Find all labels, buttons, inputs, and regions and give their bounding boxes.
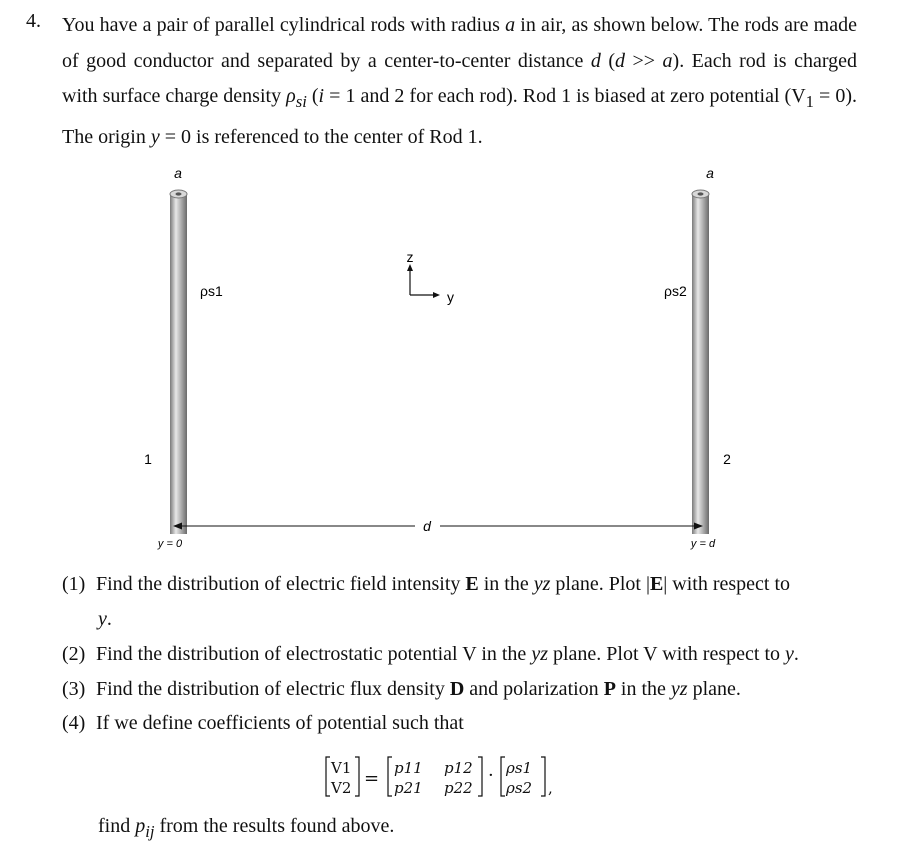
- two-rod-figure: [0, 160, 916, 560]
- axis-y-label: y: [447, 289, 454, 305]
- y-origin-label: y = 0: [157, 538, 183, 550]
- p12: p12: [444, 759, 473, 777]
- rod1-number: 1: [144, 451, 152, 467]
- rod1-radius-label: a: [174, 165, 182, 181]
- svg-text:·: ·: [488, 765, 494, 786]
- axes-icon: [407, 264, 440, 298]
- closing-instruction: find $p_{ij}$ from the results found above.: [98, 815, 395, 841]
- axis-z-label: z: [406, 249, 414, 265]
- rho-s1: ρs1: [506, 759, 533, 777]
- v1: V1: [331, 759, 352, 777]
- rod-2: [692, 190, 709, 534]
- y-end-label: y = d: [690, 538, 716, 550]
- problem-statement: You have a pair of parallel cylindrical rods with radius a in air, as shown below. The rods are made of good conductor and separated by a center-to-center distance d (d >> a). Each rod is charged with surface charge density $\rho_{si}$ (i = 1 and 2 for each rod). Rod 1 is biased at zero potential $(V_1 = 0)$. The origin y = 0 is referenced to the center of Rod 1.: [62, 14, 857, 148]
- rod2-radius-label: a: [706, 165, 714, 181]
- v2: V2: [331, 779, 352, 797]
- rho-s2: ρs2: [506, 779, 533, 797]
- p22: p22: [444, 779, 473, 797]
- question-3: (3) Find the distribution of electric flux density D and polarization P in the yz plane.: [62, 678, 741, 700]
- rod-1: [170, 190, 187, 534]
- rod2-charge-label: ρs2: [664, 283, 687, 299]
- question-1: (1) Find the distribution of electric field intensity E in the yz plane. Plot |E| with respect to: [62, 573, 791, 595]
- question-4: (4) If we define coefficients of potential such that: [62, 712, 464, 734]
- p21: p21: [394, 779, 423, 797]
- svg-text:,: ,: [548, 779, 553, 797]
- svg-text:=: =: [364, 768, 380, 789]
- p11: p11: [394, 759, 423, 777]
- problem-number: 4.: [26, 10, 41, 32]
- rod1-charge-label: ρs1: [200, 283, 223, 299]
- separation-arrow: [173, 523, 703, 530]
- question-2: (2) Find the distribution of electrostatic potential V in the yz plane. Plot V with respect to y.: [62, 643, 799, 665]
- question-1-continued: y.: [98, 608, 112, 630]
- separation-label: d: [423, 518, 431, 534]
- rod2-number: 2: [723, 451, 731, 467]
